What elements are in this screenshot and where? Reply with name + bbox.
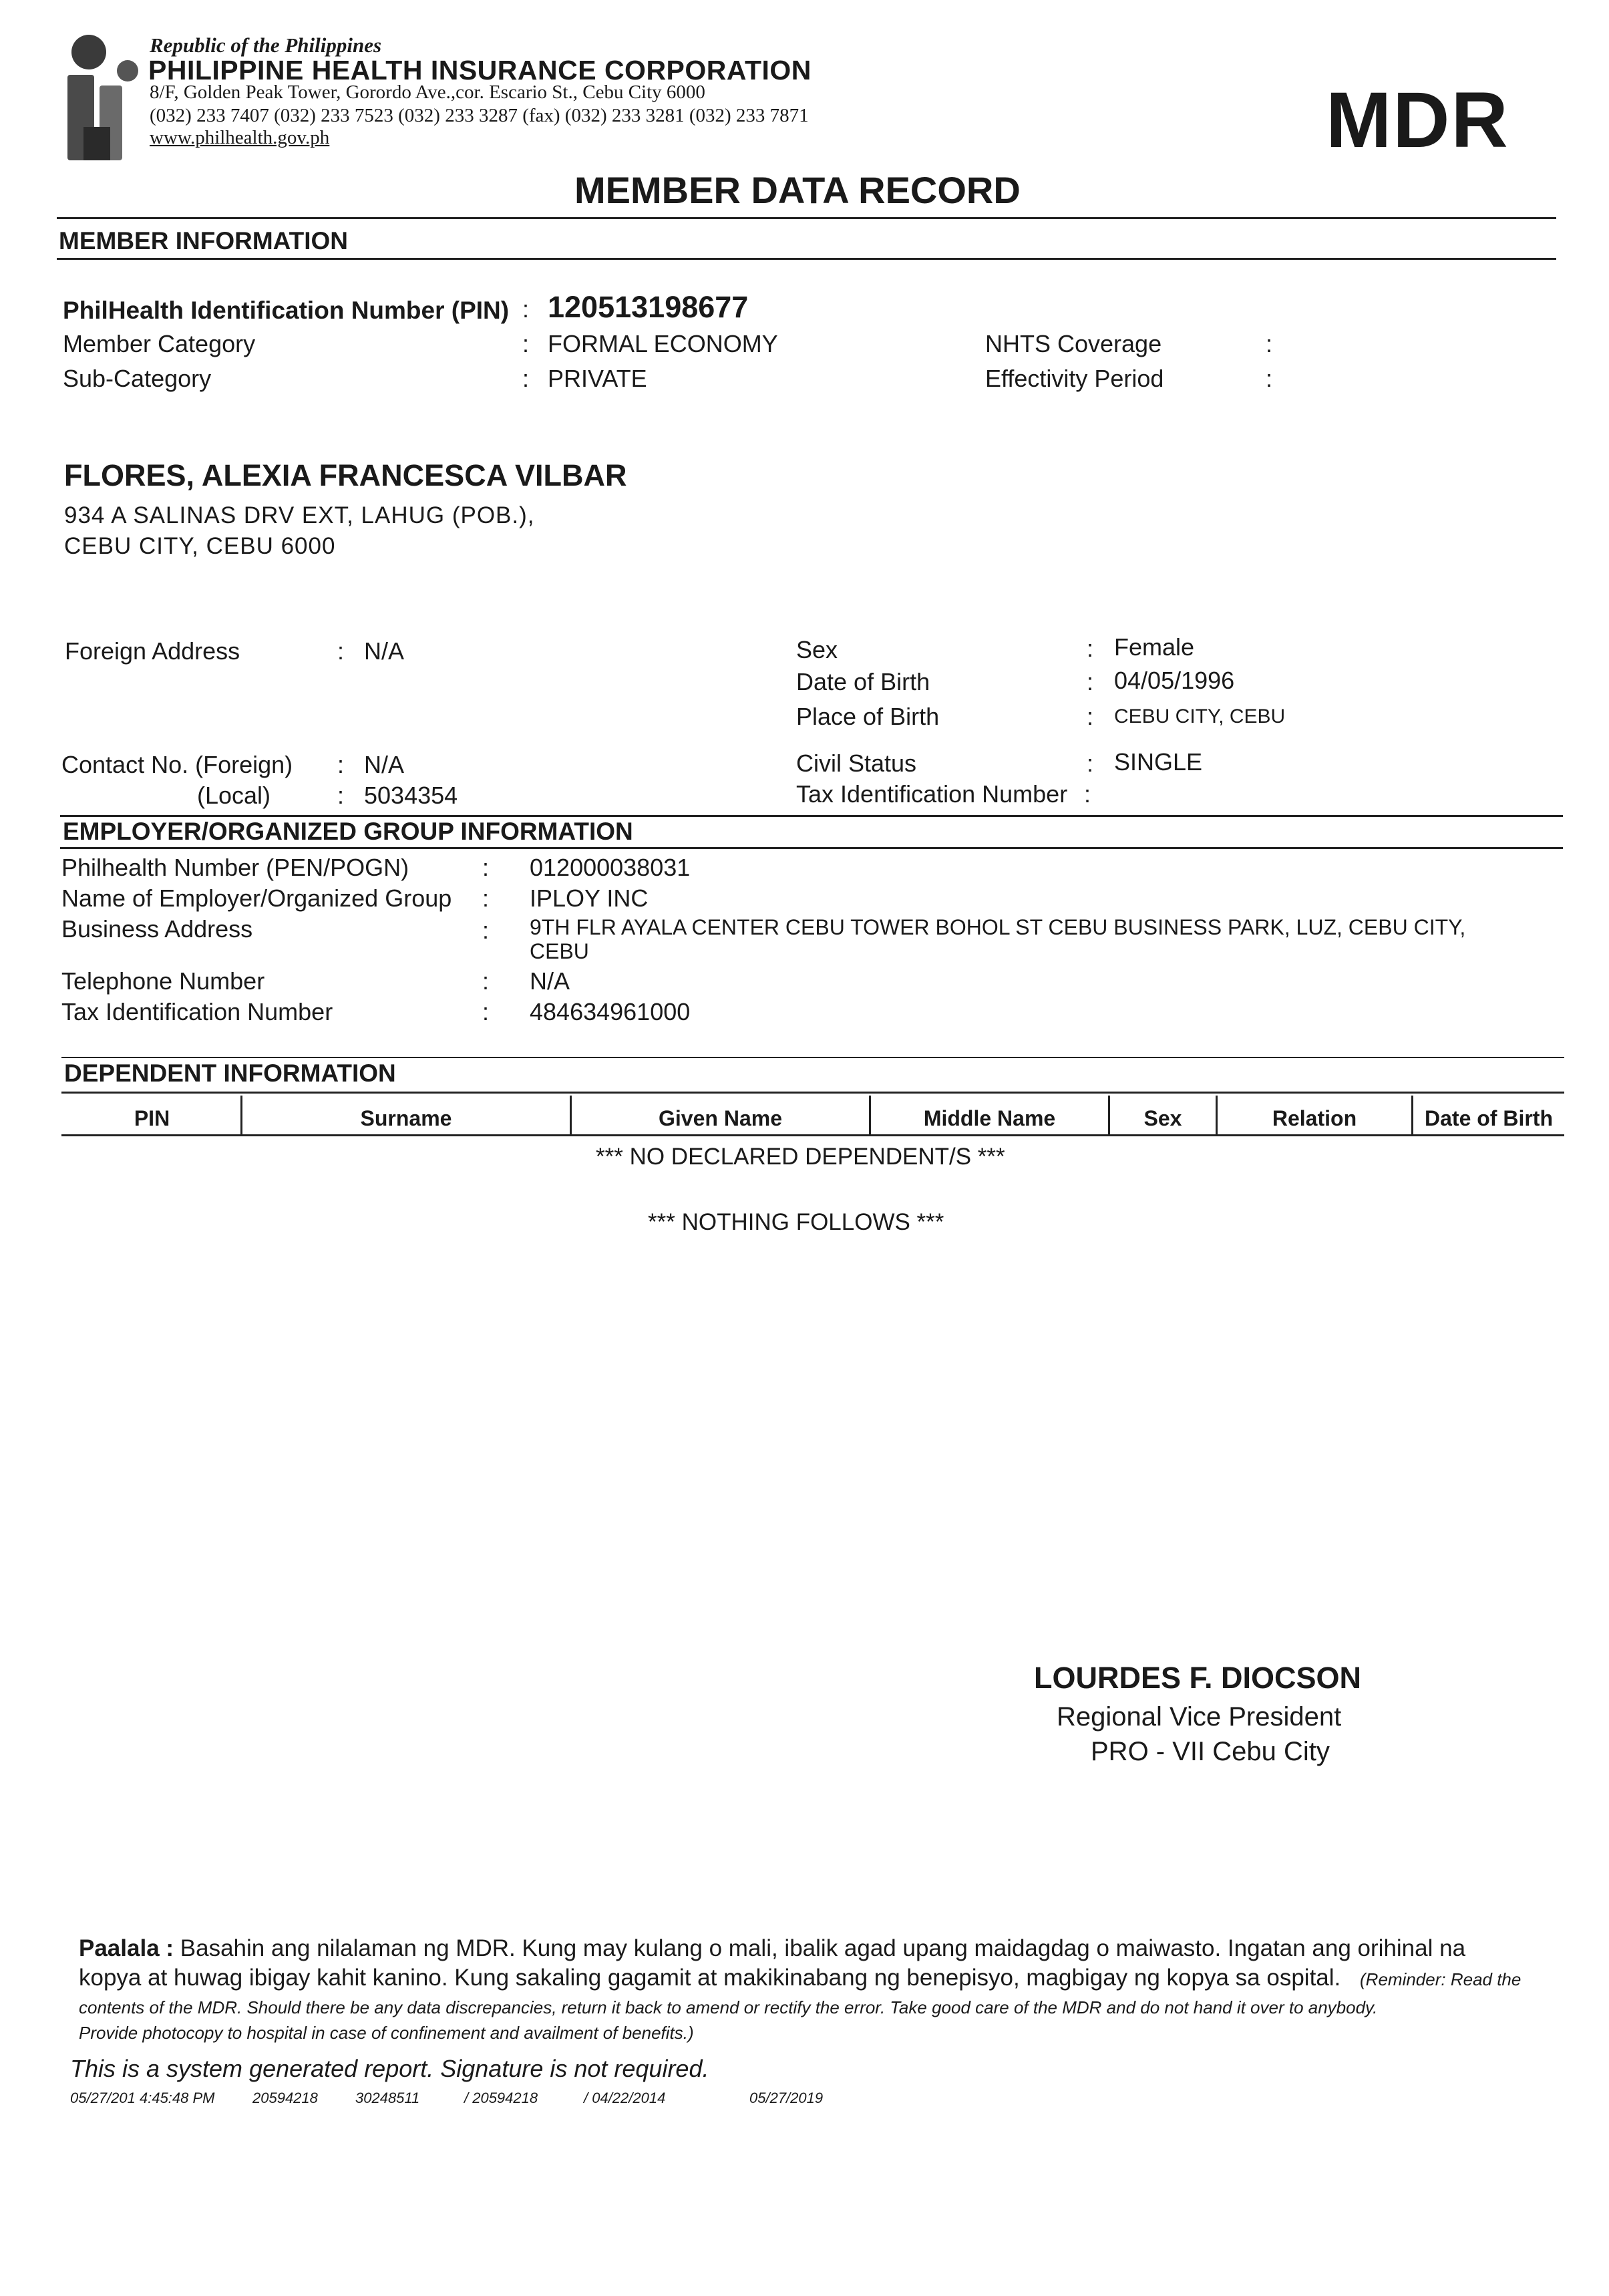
colon: : <box>1087 668 1094 695</box>
sex-label: Sex <box>796 636 838 663</box>
divider <box>61 1057 1564 1058</box>
colon: : <box>1084 780 1091 808</box>
system-generated-note: This is a system generated report. Signature is not required. <box>70 2055 709 2082</box>
signatory-office: PRO - VII Cebu City <box>1091 1737 1330 1766</box>
employer-pen-label: Philhealth Number (PEN/POGN) <box>61 854 409 881</box>
divider <box>57 217 1556 219</box>
employer-phone-value: N/A <box>530 967 570 995</box>
reminder-line1: contents of the MDR. Should there be any data discrepancies, return it back to amend or rectify the error. Take good care of the MDR and do not hand it over to anybody. <box>79 1997 1378 2017</box>
civil-status-value: SINGLE <box>1114 748 1203 776</box>
employer-tin-value: 484634961000 <box>530 998 691 1025</box>
colon: : <box>522 365 530 392</box>
divider <box>61 1092 1564 1094</box>
print-id-2: 30248511 <box>355 2090 420 2106</box>
colon: : <box>1087 750 1094 777</box>
effectivity-period-label: Effectivity Period <box>985 365 1164 392</box>
print-id-1: 20594218 <box>252 2090 318 2106</box>
place-of-birth-value: CEBU CITY, CEBU <box>1114 705 1286 727</box>
contact-local-label: (Local) <box>197 782 271 809</box>
print-id-3: / 20594218 <box>464 2090 538 2106</box>
print-date-1: / 04/22/2014 <box>584 2090 666 2106</box>
member-address-line1: 934 A SALINAS DRV EXT, LAHUG (POB.), <box>64 502 535 528</box>
colon: : <box>1087 635 1094 662</box>
member-address-line2: CEBU CITY, CEBU 6000 <box>64 533 336 559</box>
civil-status-label: Civil Status <box>796 750 917 777</box>
nothing-follows-note: *** NOTHING FOLLOWS *** <box>648 1209 944 1235</box>
colon: : <box>522 295 530 323</box>
date-of-birth-label: Date of Birth <box>796 668 930 695</box>
colon: : <box>482 998 490 1025</box>
paalala-line1 <box>79 1935 1465 1963</box>
member-tin-label: Tax Identification Number <box>796 780 1068 808</box>
employer-name-label: Name of Employer/Organized Group <box>61 884 452 912</box>
section-title-member: MEMBER INFORMATION <box>59 227 348 255</box>
header-republic: Republic of the Philippines <box>150 33 382 57</box>
date-of-birth-value: 04/05/1996 <box>1114 667 1235 694</box>
document-title: MEMBER DATA RECORD <box>574 169 1021 211</box>
paalala-text: Basahin ang nilalaman ng MDR. Kung may kulang o mali, ibalik agad upang maidagdag o maiwasto. Ingatan ang orihinal na <box>180 1935 1466 1961</box>
contact-foreign-label: Contact No. (Foreign) <box>61 751 293 778</box>
reminder-tail: (Reminder: Read the <box>1360 1969 1522 1989</box>
reminder-tail-text: Reminder: Read the <box>1365 1969 1522 1989</box>
divider <box>61 1134 1564 1136</box>
colon: : <box>1266 330 1273 357</box>
section-title-employer: EMPLOYER/ORGANIZED GROUP INFORMATION <box>63 818 633 845</box>
column-header-surname: Surname <box>360 1106 452 1130</box>
signatory-position: Regional Vice President <box>1057 1702 1342 1732</box>
divider <box>60 815 1563 817</box>
no-dependents-note: *** NO DECLARED DEPENDENT/S *** <box>596 1144 1005 1170</box>
colon: : <box>337 751 345 778</box>
member-category-value: FORMAL ECONOMY <box>548 330 778 357</box>
colon: : <box>1087 703 1094 730</box>
philhealth-logo-icon <box>63 33 144 167</box>
paalala-line2: kopya at huwag ibigay kahit kanino. Kung sakaling gagamit at makikinabang ng benepisyo, magbigay ng kopya sa ospital. <box>79 1965 1341 1991</box>
contact-foreign-value: N/A <box>364 751 405 778</box>
header-corporation: PHILIPPINE HEALTH INSURANCE CORPORATION <box>148 55 812 86</box>
header-phones: (032) 233 7407 (032) 233 7523 (032) 233 3287 (fax) (032) 233 3281 (032) 233 7871 <box>150 105 809 126</box>
colon: : <box>482 854 490 881</box>
employer-phone-label: Telephone Number <box>61 967 265 995</box>
divider <box>57 258 1556 260</box>
column-header-relation: Relation <box>1272 1106 1357 1130</box>
business-address-line1: 9TH FLR AYALA CENTER CEBU TOWER BOHOL ST CEBU BUSINESS PARK, LUZ, CEBU CITY, <box>530 915 1466 939</box>
foreign-address-value: N/A <box>364 637 405 665</box>
pin-value: 120513198677 <box>548 290 749 324</box>
contact-local-value: 5034354 <box>364 782 458 809</box>
sub-category-label: Sub-Category <box>63 365 212 392</box>
colon: : <box>1266 365 1273 392</box>
column-header-date-of-birth: Date of Birth <box>1425 1106 1553 1130</box>
column-header-sex: Sex <box>1143 1106 1182 1130</box>
column-header-middle-name: Middle Name <box>923 1106 1056 1130</box>
member-name: FLORES, ALEXIA FRANCESCA VILBAR <box>64 458 627 492</box>
employer-tin-label: Tax Identification Number <box>61 998 333 1025</box>
place-of-birth-label: Place of Birth <box>796 703 940 730</box>
business-address-label: Business Address <box>61 915 253 943</box>
employer-pen-value: 012000038031 <box>530 854 691 881</box>
colon: : <box>482 967 490 995</box>
foreign-address-label: Foreign Address <box>65 637 240 665</box>
column-header-pin: PIN <box>134 1106 170 1130</box>
signatory-name: LOURDES F. DIOCSON <box>1034 1661 1362 1695</box>
print-date-2: 05/27/2019 <box>749 2090 824 2106</box>
member-category-label: Member Category <box>63 330 256 357</box>
header-website[interactable]: www.philhealth.gov.ph <box>150 127 330 148</box>
column-header-given-name: Given Name <box>659 1106 782 1130</box>
section-title-dependents: DEPENDENT INFORMATION <box>64 1059 396 1087</box>
pin-label: PhilHealth Identification Number (PIN) <box>63 297 510 324</box>
paalala-label: Paalala : <box>79 1935 174 1961</box>
business-address-line2: CEBU <box>530 939 589 963</box>
divider <box>60 847 1563 849</box>
header-address: 8/F, Golden Peak Tower, Gorordo Ave.,cor. Escario St., Cebu City 6000 <box>150 81 705 103</box>
sub-category-value: PRIVATE <box>548 365 647 392</box>
colon: : <box>522 330 530 357</box>
colon: : <box>482 884 490 912</box>
document-code: MDR <box>1326 76 1509 164</box>
nhts-coverage-label: NHTS Coverage <box>985 330 1162 357</box>
sex-value: Female <box>1114 633 1195 661</box>
colon: : <box>337 637 345 665</box>
colon: : <box>482 917 490 944</box>
reminder-line2: Provide photocopy to hospital in case of confinement and availment of benefits.) <box>79 2023 694 2043</box>
colon: : <box>337 782 345 809</box>
employer-name-value: IPLOY INC <box>530 884 649 912</box>
print-timestamp: 05/27/201 4:45:48 PM <box>70 2090 215 2106</box>
